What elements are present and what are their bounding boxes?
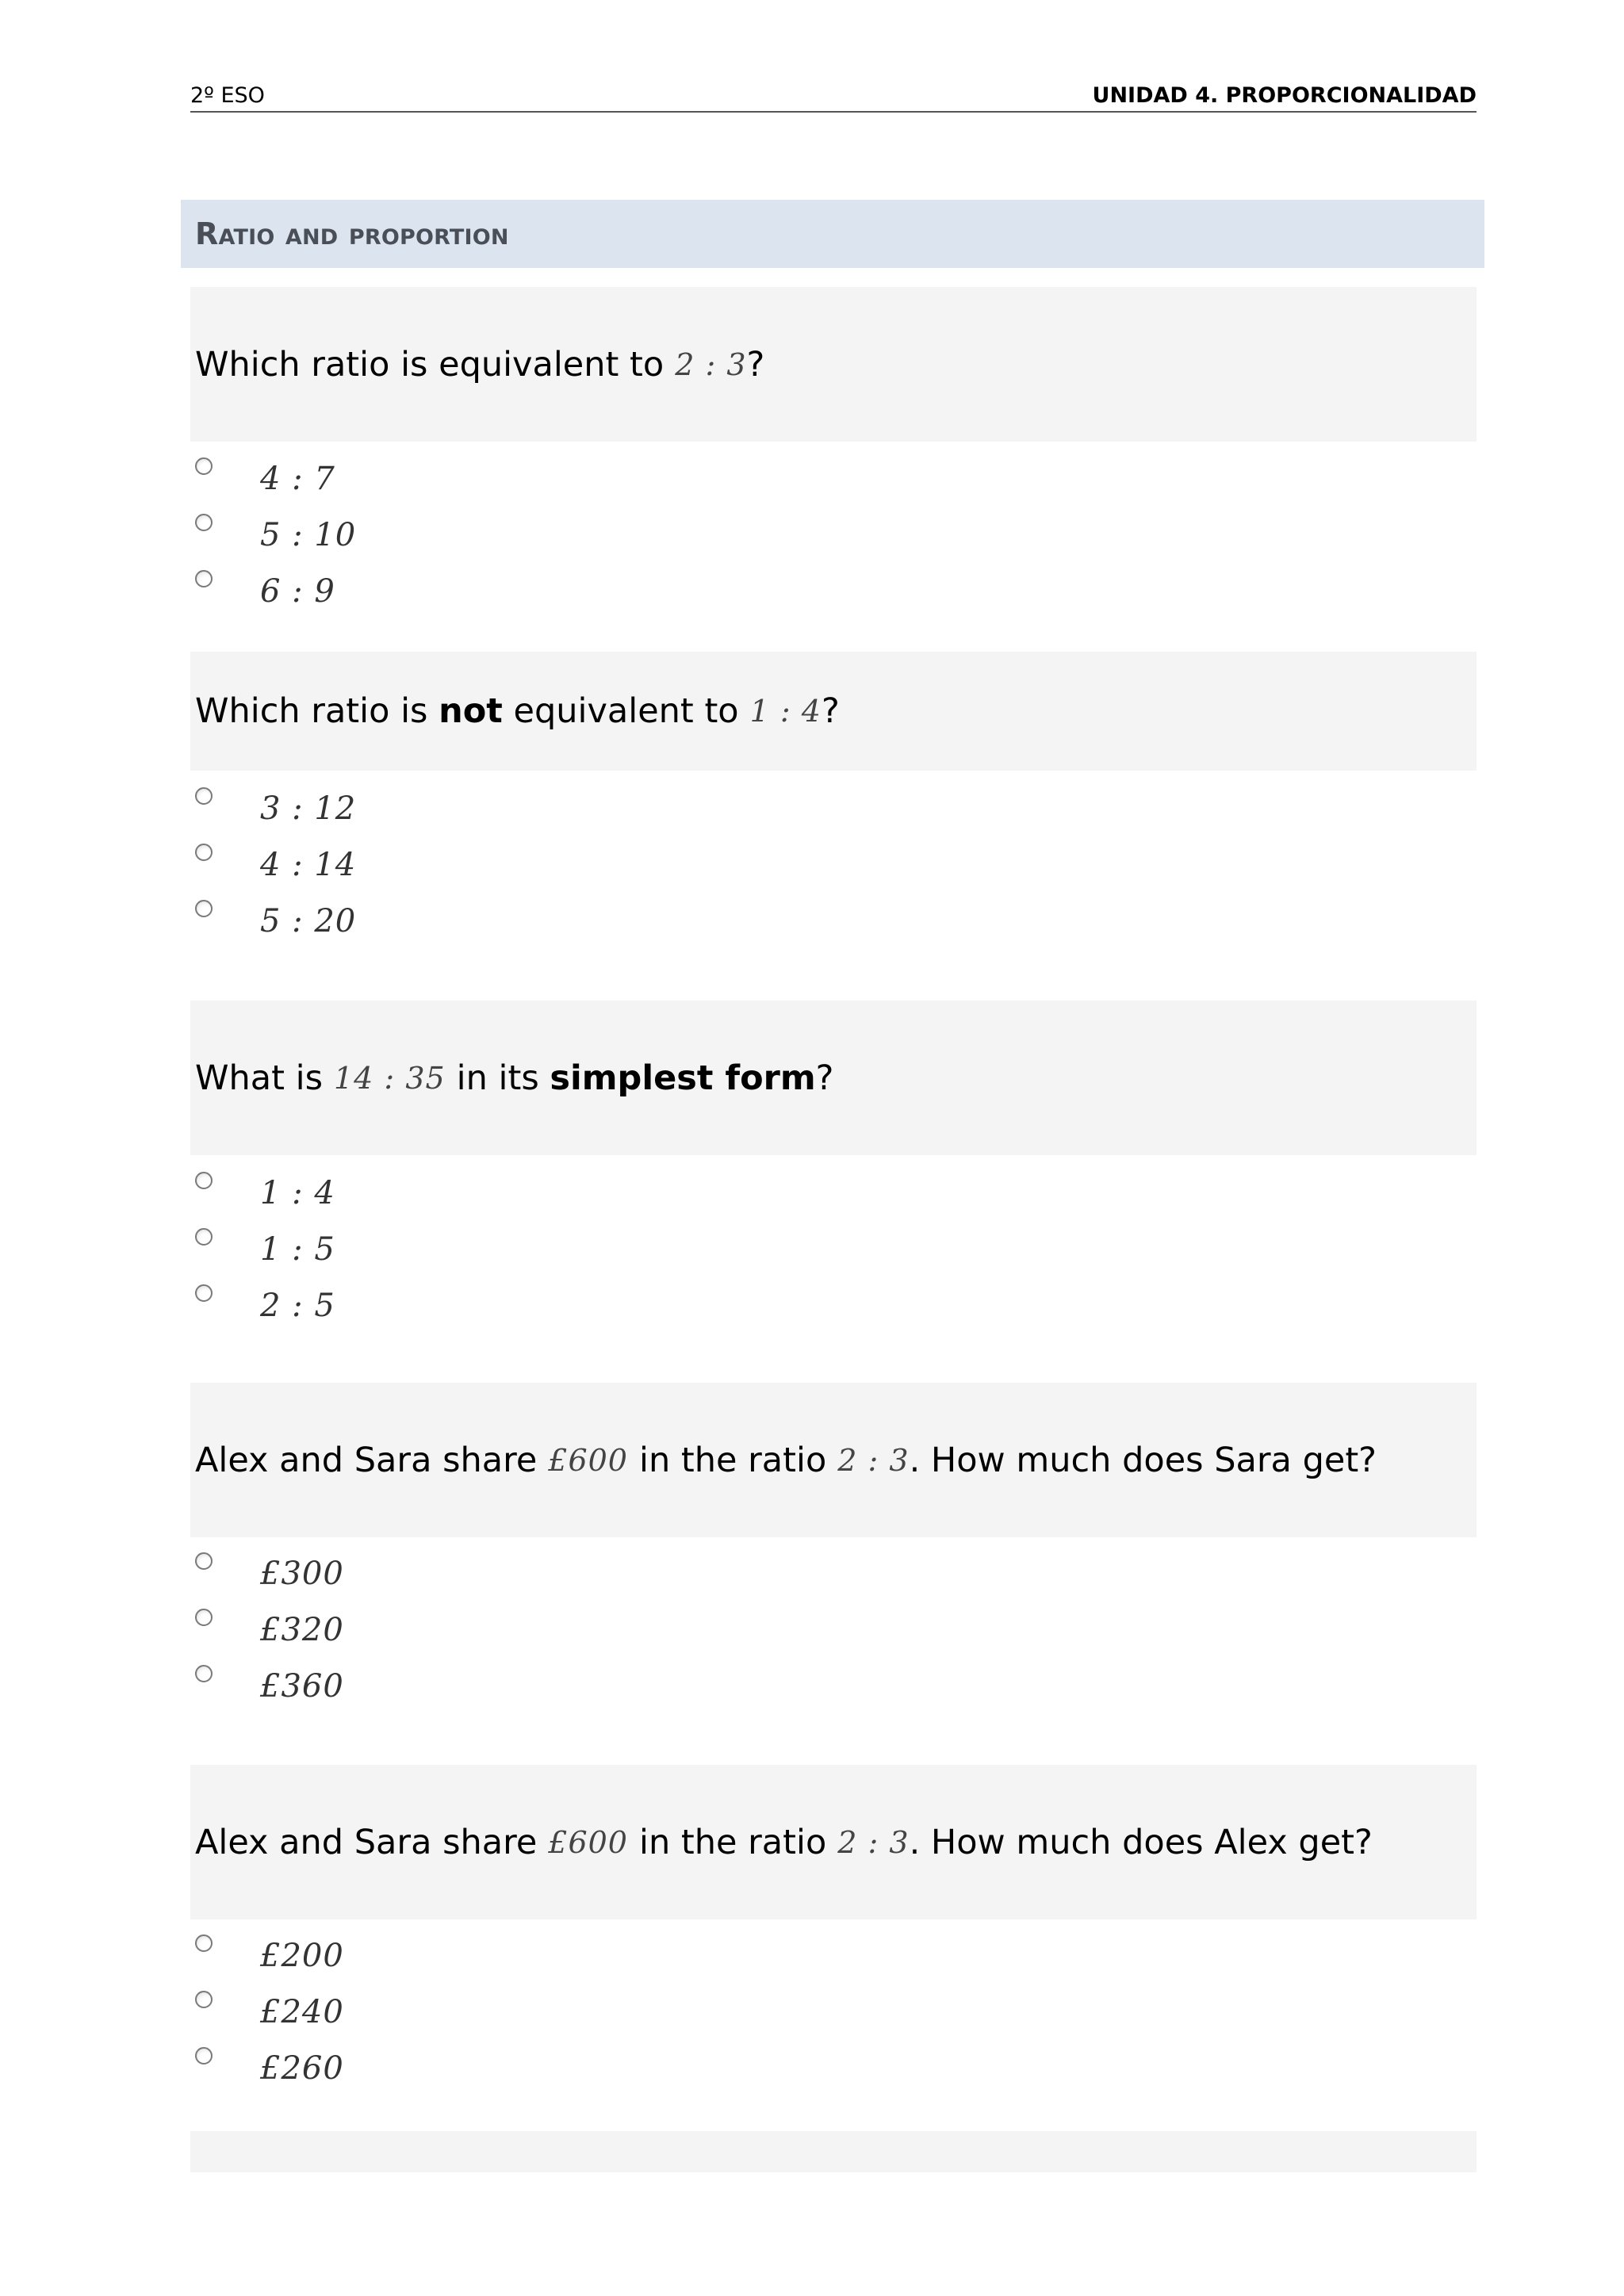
question-text: ?: [746, 344, 765, 385]
answer-label: £360: [260, 1668, 344, 1705]
question-4-options: [195, 1548, 671, 1716]
question-text: Alex and Sara share: [195, 1440, 538, 1480]
radio-button[interactable]: [195, 1284, 213, 1302]
answer-option[interactable]: [195, 565, 671, 622]
question-1-options: [195, 453, 671, 622]
question-text: in its: [456, 1058, 539, 1098]
amount-expression: £600: [548, 1442, 628, 1478]
radio-button[interactable]: [195, 1609, 213, 1626]
question-2-options: [195, 783, 671, 951]
question-text: ?: [815, 1058, 834, 1098]
answer-label: 6 : 9: [260, 573, 335, 610]
course-label: 2º ESO: [190, 83, 265, 108]
ratio-expression: 2 : 3: [675, 346, 747, 382]
question-text: equivalent to: [513, 691, 739, 731]
question-text: in the ratio: [639, 1440, 827, 1480]
answer-label: 1 : 4: [260, 1175, 335, 1211]
page-header: [190, 76, 1477, 113]
radio-button[interactable]: [195, 570, 213, 587]
radio-button[interactable]: [195, 844, 213, 861]
answer-label: 4 : 7: [260, 461, 335, 497]
radio-button[interactable]: [195, 1665, 213, 1682]
ratio-expression: 1 : 4: [749, 694, 822, 729]
answer-label: £240: [260, 1994, 344, 2030]
answer-label: £260: [260, 2050, 344, 2087]
section-title: Ratio and proportion: [181, 200, 1484, 268]
answer-option[interactable]: [195, 453, 671, 509]
radio-button[interactable]: [195, 900, 213, 917]
radio-button[interactable]: [195, 1934, 213, 1952]
radio-button[interactable]: [195, 787, 213, 805]
question-emphasis: not: [439, 691, 503, 731]
answer-label: 3 : 12: [260, 790, 357, 827]
answer-option[interactable]: [195, 509, 671, 565]
answer-option[interactable]: [195, 1280, 671, 1336]
question-text: Alex and Sara share: [195, 1822, 538, 1862]
answer-option[interactable]: [195, 1986, 671, 2042]
question-5-options: [195, 1930, 671, 2099]
answer-label: 5 : 20: [260, 903, 357, 939]
radio-button[interactable]: [195, 1228, 213, 1246]
question-text: What is: [195, 1058, 323, 1098]
answer-option[interactable]: [195, 1548, 671, 1604]
question-5: [190, 1765, 1477, 1919]
answer-label: 1 : 5: [260, 1231, 335, 1268]
question-2: [190, 652, 1477, 771]
question-text: . How much does Alex get?: [909, 1822, 1373, 1862]
answer-option[interactable]: [195, 1223, 671, 1280]
question-4: [190, 1383, 1477, 1537]
answer-option[interactable]: [195, 1660, 671, 1716]
question-1: [190, 287, 1477, 442]
radio-button[interactable]: [195, 1991, 213, 2008]
answer-option[interactable]: [195, 1167, 671, 1223]
question-3: [190, 1001, 1477, 1155]
answer-label: £320: [260, 1612, 344, 1648]
question-text: Which ratio is equivalent to: [195, 344, 665, 385]
answer-option[interactable]: [195, 1604, 671, 1660]
next-question-block: [190, 2131, 1477, 2172]
answer-option[interactable]: [195, 2042, 671, 2099]
ratio-expression: 2 : 3: [837, 1442, 910, 1478]
answer-label: £200: [260, 1938, 344, 1974]
question-text: . How much does Sara get?: [909, 1440, 1377, 1480]
question-text: in the ratio: [639, 1822, 827, 1862]
answer-option[interactable]: [195, 839, 671, 895]
question-emphasis: simplest form: [550, 1058, 816, 1098]
radio-button[interactable]: [195, 1552, 213, 1570]
answer-label: 2 : 5: [260, 1288, 335, 1324]
question-text: Which ratio is: [195, 691, 428, 731]
question-3-options: [195, 1167, 671, 1336]
answer-label: £300: [260, 1556, 344, 1592]
amount-expression: £600: [548, 1824, 628, 1860]
answer-label: 4 : 14: [260, 847, 357, 883]
radio-button[interactable]: [195, 2047, 213, 2064]
ratio-expression: 2 : 3: [837, 1824, 910, 1860]
answer-option[interactable]: [195, 1930, 671, 1986]
ratio-expression: 14 : 35: [334, 1060, 446, 1096]
answer-option[interactable]: [195, 783, 671, 839]
radio-button[interactable]: [195, 1172, 213, 1189]
question-text: ?: [821, 691, 840, 731]
answer-label: 5 : 10: [260, 517, 357, 553]
unit-title: UNIDAD 4. PROPORCIONALIDAD: [1092, 83, 1477, 108]
radio-button[interactable]: [195, 514, 213, 531]
answer-option[interactable]: [195, 895, 671, 951]
radio-button[interactable]: [195, 457, 213, 475]
